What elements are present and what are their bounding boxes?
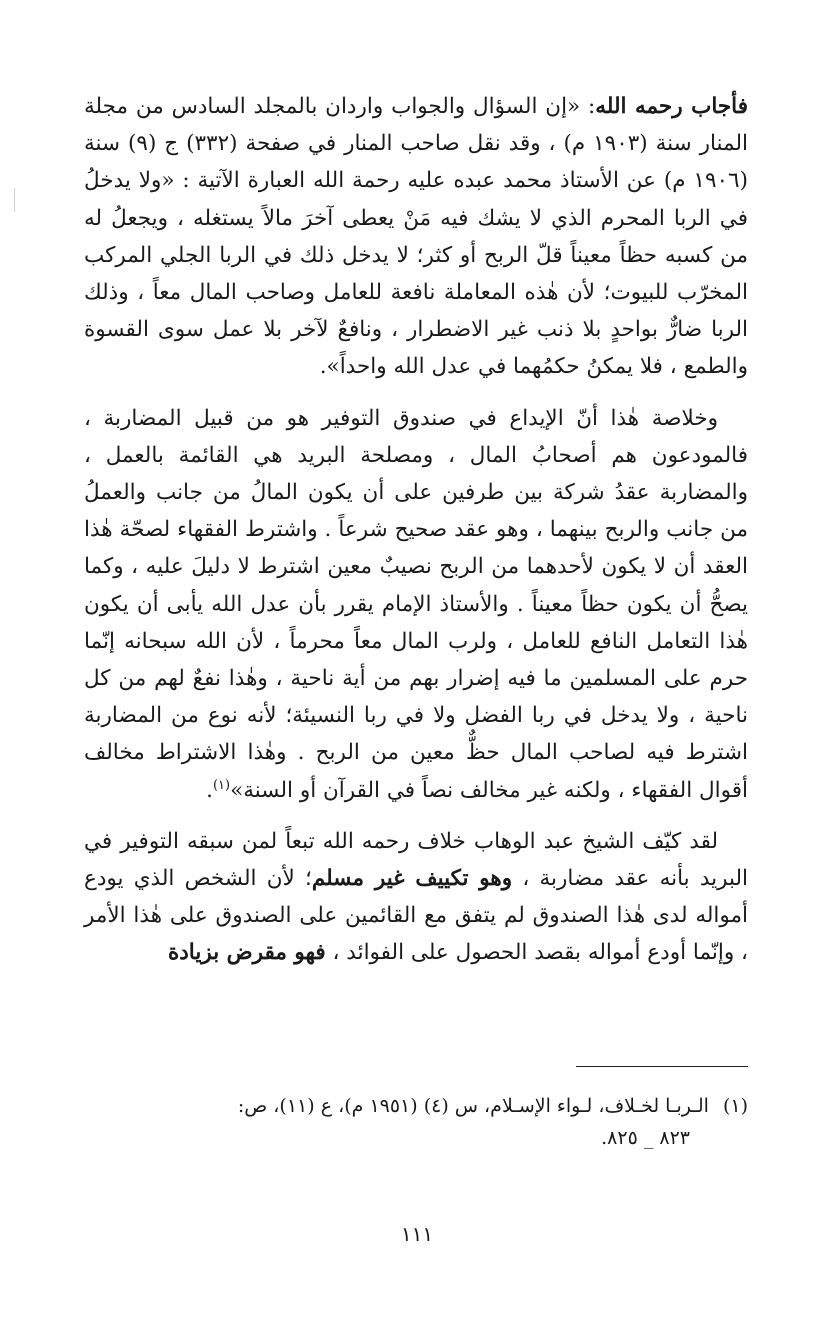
summary-text: وخلاصة هٰذا أنّ الإيداع في صندوق التوفير هو من قبيل المضاربة ، فالمودعون هم أصحابُ المال ، ومصلحة البريد هي القائمة بالعمل ، والمضاربة عقدُ شركة بين طرفين على أن يكون المالُ من جانب والعملُ من جانب والربح بينهما ، وهو عقد صحيح شرعاً . واشترط الفقهاء لصحّة هٰذا العقد أن لا يكون لأحدهما من الربح نصيبٌ معين اشترط لا دليلَ عليه ، وكما يصحُّ أن يكون حظاً معيناً . والأستاذ الإمام يقرر بأن عدل الله يأبى أن يكون هٰذا التعامل النافع للعامل ، ولرب المال معاً محرماً ، لأن الله سبحانه إنّما حرم على المسلمين ما فيه إضرار بهم من أية ناحية ، وهٰذا نفعٌ لهم من كل ناحية ، ولا يدخل في ربا الفضل ولا في ربا النسيئة؛ لأنه نوع من المضاربة اشترط فيه لصاحب المال حظٌّ معين من الربح . وهٰذا الاشتراط مخالف أقوال الفقهاء ، ولكنه غير مخالف نصاً في القرآن أو السنة» bbox=[84, 405, 748, 803]
adaptation-text-start: لقد كيّف الشيخ عبد الوهاب خلاف رحمه الله تبعاً لمن سبقه التوفير في البريد بأنه عقد مضاربة ، bbox=[84, 828, 749, 892]
paragraph-adaptation bbox=[84, 823, 748, 972]
answer-lead: فأجاب رحمه الله bbox=[595, 94, 748, 119]
paragraph-summary bbox=[84, 400, 748, 809]
answer-text: : «إن السؤال والجواب واردان بالمجلد السادس من مجلة المنار سنة (١٩٠٣ م) ، وقد نقل صاحب المنار في صفحة (٣٣٢) ج (٩) سنة (١٩٠٦ م) عن الأستاذ محمد عبده عليه رحمة الله العبارة الآتية : «ولا يدخلُ في الربا المحرم الذي لا يشك فيه مَنْ يعطى آخرَ مالاً يستغله ، ويجعلُ له من كسبه حظاً معيناً قلّ الربح أو كثر؛ لا يدخل ذلك في الربا الجلي المركب المخرّب للبيوت؛ لأن هٰذه المعاملة نافعة للعامل وصاحب المال معاً ، وذلك الربا ضارٌّ بواحدٍ بلا ذنب غير الاضطرار ، ونافعٌ لآخر بلا عمل سوى القسوة والطمع ، فلا يمكنُ حكمُهما في عدل الله واحداً». bbox=[84, 94, 749, 380]
paragraph-answer bbox=[84, 88, 748, 386]
adaptation-text-middle: ؛ لأن الشخص الذي يودع أمواله لدى هٰذا الصندوق لم يتفق مع القائمين على الصندوق على هٰذا الأمر ، وإنّما أودع أمواله بقصد الحصول على الفوائد ، bbox=[84, 866, 748, 966]
footnote-separator bbox=[576, 1066, 748, 1067]
margin-mark bbox=[14, 188, 15, 212]
footnote bbox=[84, 1090, 748, 1154]
summary-end: . bbox=[206, 777, 213, 803]
adaptation-bold-end: فهو مقرض بزيادة bbox=[167, 940, 326, 966]
page-number: ١١١ bbox=[400, 1222, 434, 1246]
main-text-body bbox=[84, 88, 748, 986]
footnote-marker: (١) bbox=[722, 1095, 748, 1117]
footnote-line-2: ٨٢٣ _ ٨٢٥. bbox=[601, 1127, 690, 1149]
footnote-reference[interactable]: (١) bbox=[212, 777, 231, 793]
adaptation-bold-claim: وهو تكييف غير مسلم bbox=[311, 866, 513, 892]
footnote-line-1: الـربـا لخـلاف، لـواء الإسـلام، س (٤) (١٩٥١ م)، ع (١١)، ص: bbox=[237, 1095, 709, 1117]
